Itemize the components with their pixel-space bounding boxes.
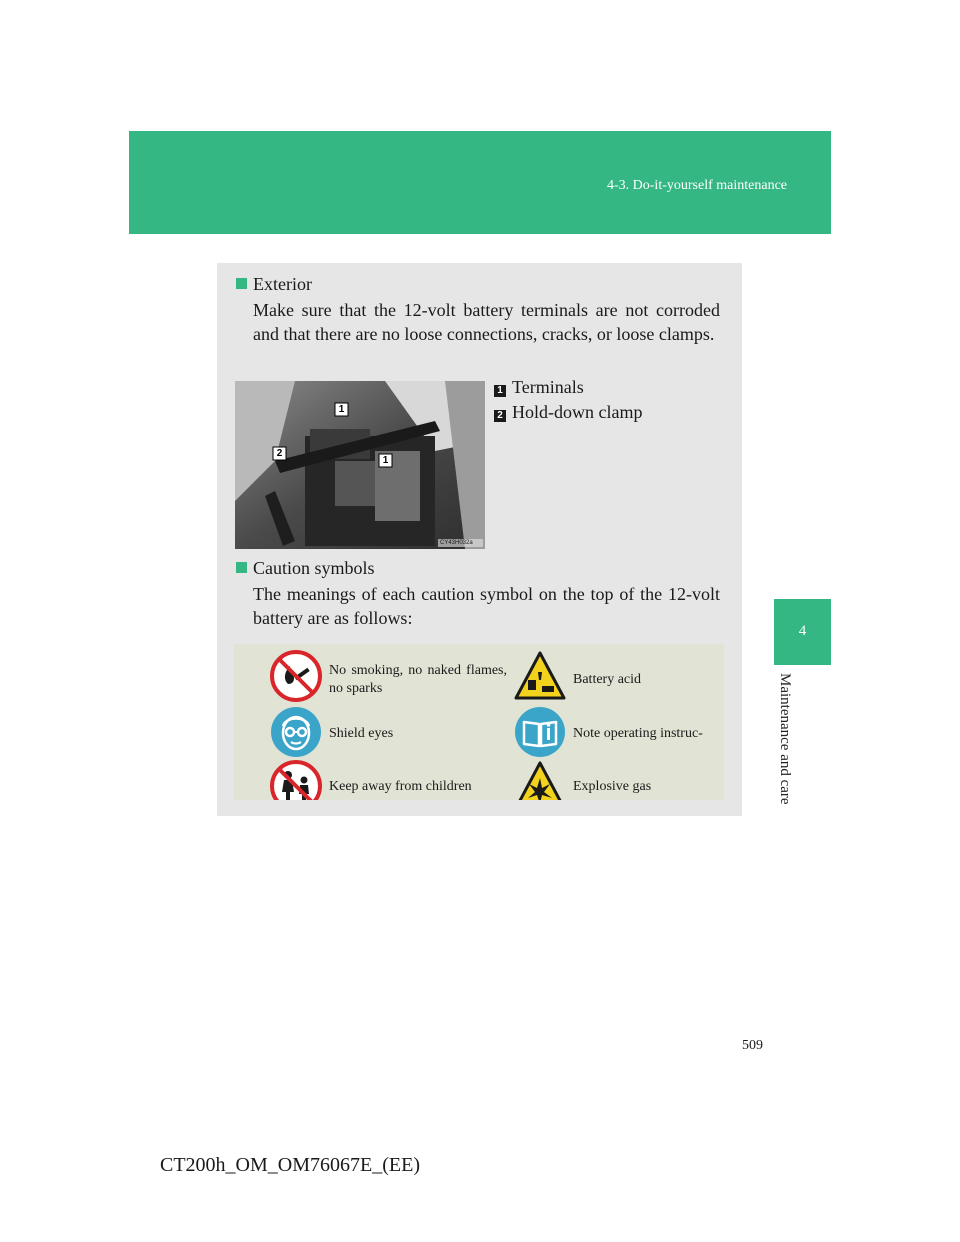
legend-item-clamp: 2 Hold-down clamp (494, 400, 642, 424)
symbol-label-operating-instructions: Note operating instruc- (573, 726, 703, 741)
battery-acid-icon (514, 650, 566, 702)
legend-item-terminals: 1 Terminals (494, 375, 584, 399)
photo-marker-2: 2 (276, 448, 283, 459)
caution-heading: Caution symbols (236, 557, 375, 579)
photo-marker-1b: 1 (382, 455, 389, 466)
number-1-icon: 1 (494, 385, 506, 397)
photo-code: CY43H032a (440, 540, 473, 546)
shield-eyes-icon (270, 706, 322, 758)
chapter-label: Maintenance and care (777, 673, 793, 805)
page-number: 509 (742, 1038, 763, 1053)
caution-symbols-panel (234, 644, 724, 800)
exterior-text: Make sure that the 12-volt battery terminals are not corroded and that there are no loose connections, cracks, or loose clamps. (253, 300, 720, 344)
symbol-label-battery-acid: Battery acid (573, 672, 642, 687)
symbol-label-no-smoking: No smoking, no naked flames, no sparks (329, 663, 507, 696)
symbol-label-keep-away-children: Keep away from children (329, 779, 472, 794)
content-panel (217, 263, 742, 816)
section-title: 4-3. Do-it-yourself maintenance (607, 178, 787, 193)
operating-instructions-icon (514, 706, 566, 758)
explosive-gas-icon (514, 760, 566, 800)
document-code: CT200h_OM_OM76067E_(EE) (160, 1154, 420, 1176)
battery-photo (235, 381, 485, 549)
no-smoking-icon (270, 650, 322, 702)
chapter-tab[interactable] (774, 599, 831, 665)
symbol-label-explosive-gas: Explosive gas (573, 779, 652, 794)
exterior-heading: Exterior (236, 273, 312, 295)
battery-photo-illustration (235, 381, 485, 549)
photo-marker-1a: 1 (338, 404, 345, 415)
chapter-number: 4 (798, 623, 807, 639)
header-band (129, 131, 831, 234)
number-2-icon: 2 (494, 410, 506, 422)
bullet-square-icon (236, 562, 247, 573)
symbol-label-shield-eyes: Shield eyes (329, 726, 394, 741)
caution-text: The meanings of each caution symbol on the top of the 12-volt battery are as follows: (253, 584, 720, 628)
bullet-square-icon (236, 278, 247, 289)
keep-away-children-icon (270, 760, 322, 800)
